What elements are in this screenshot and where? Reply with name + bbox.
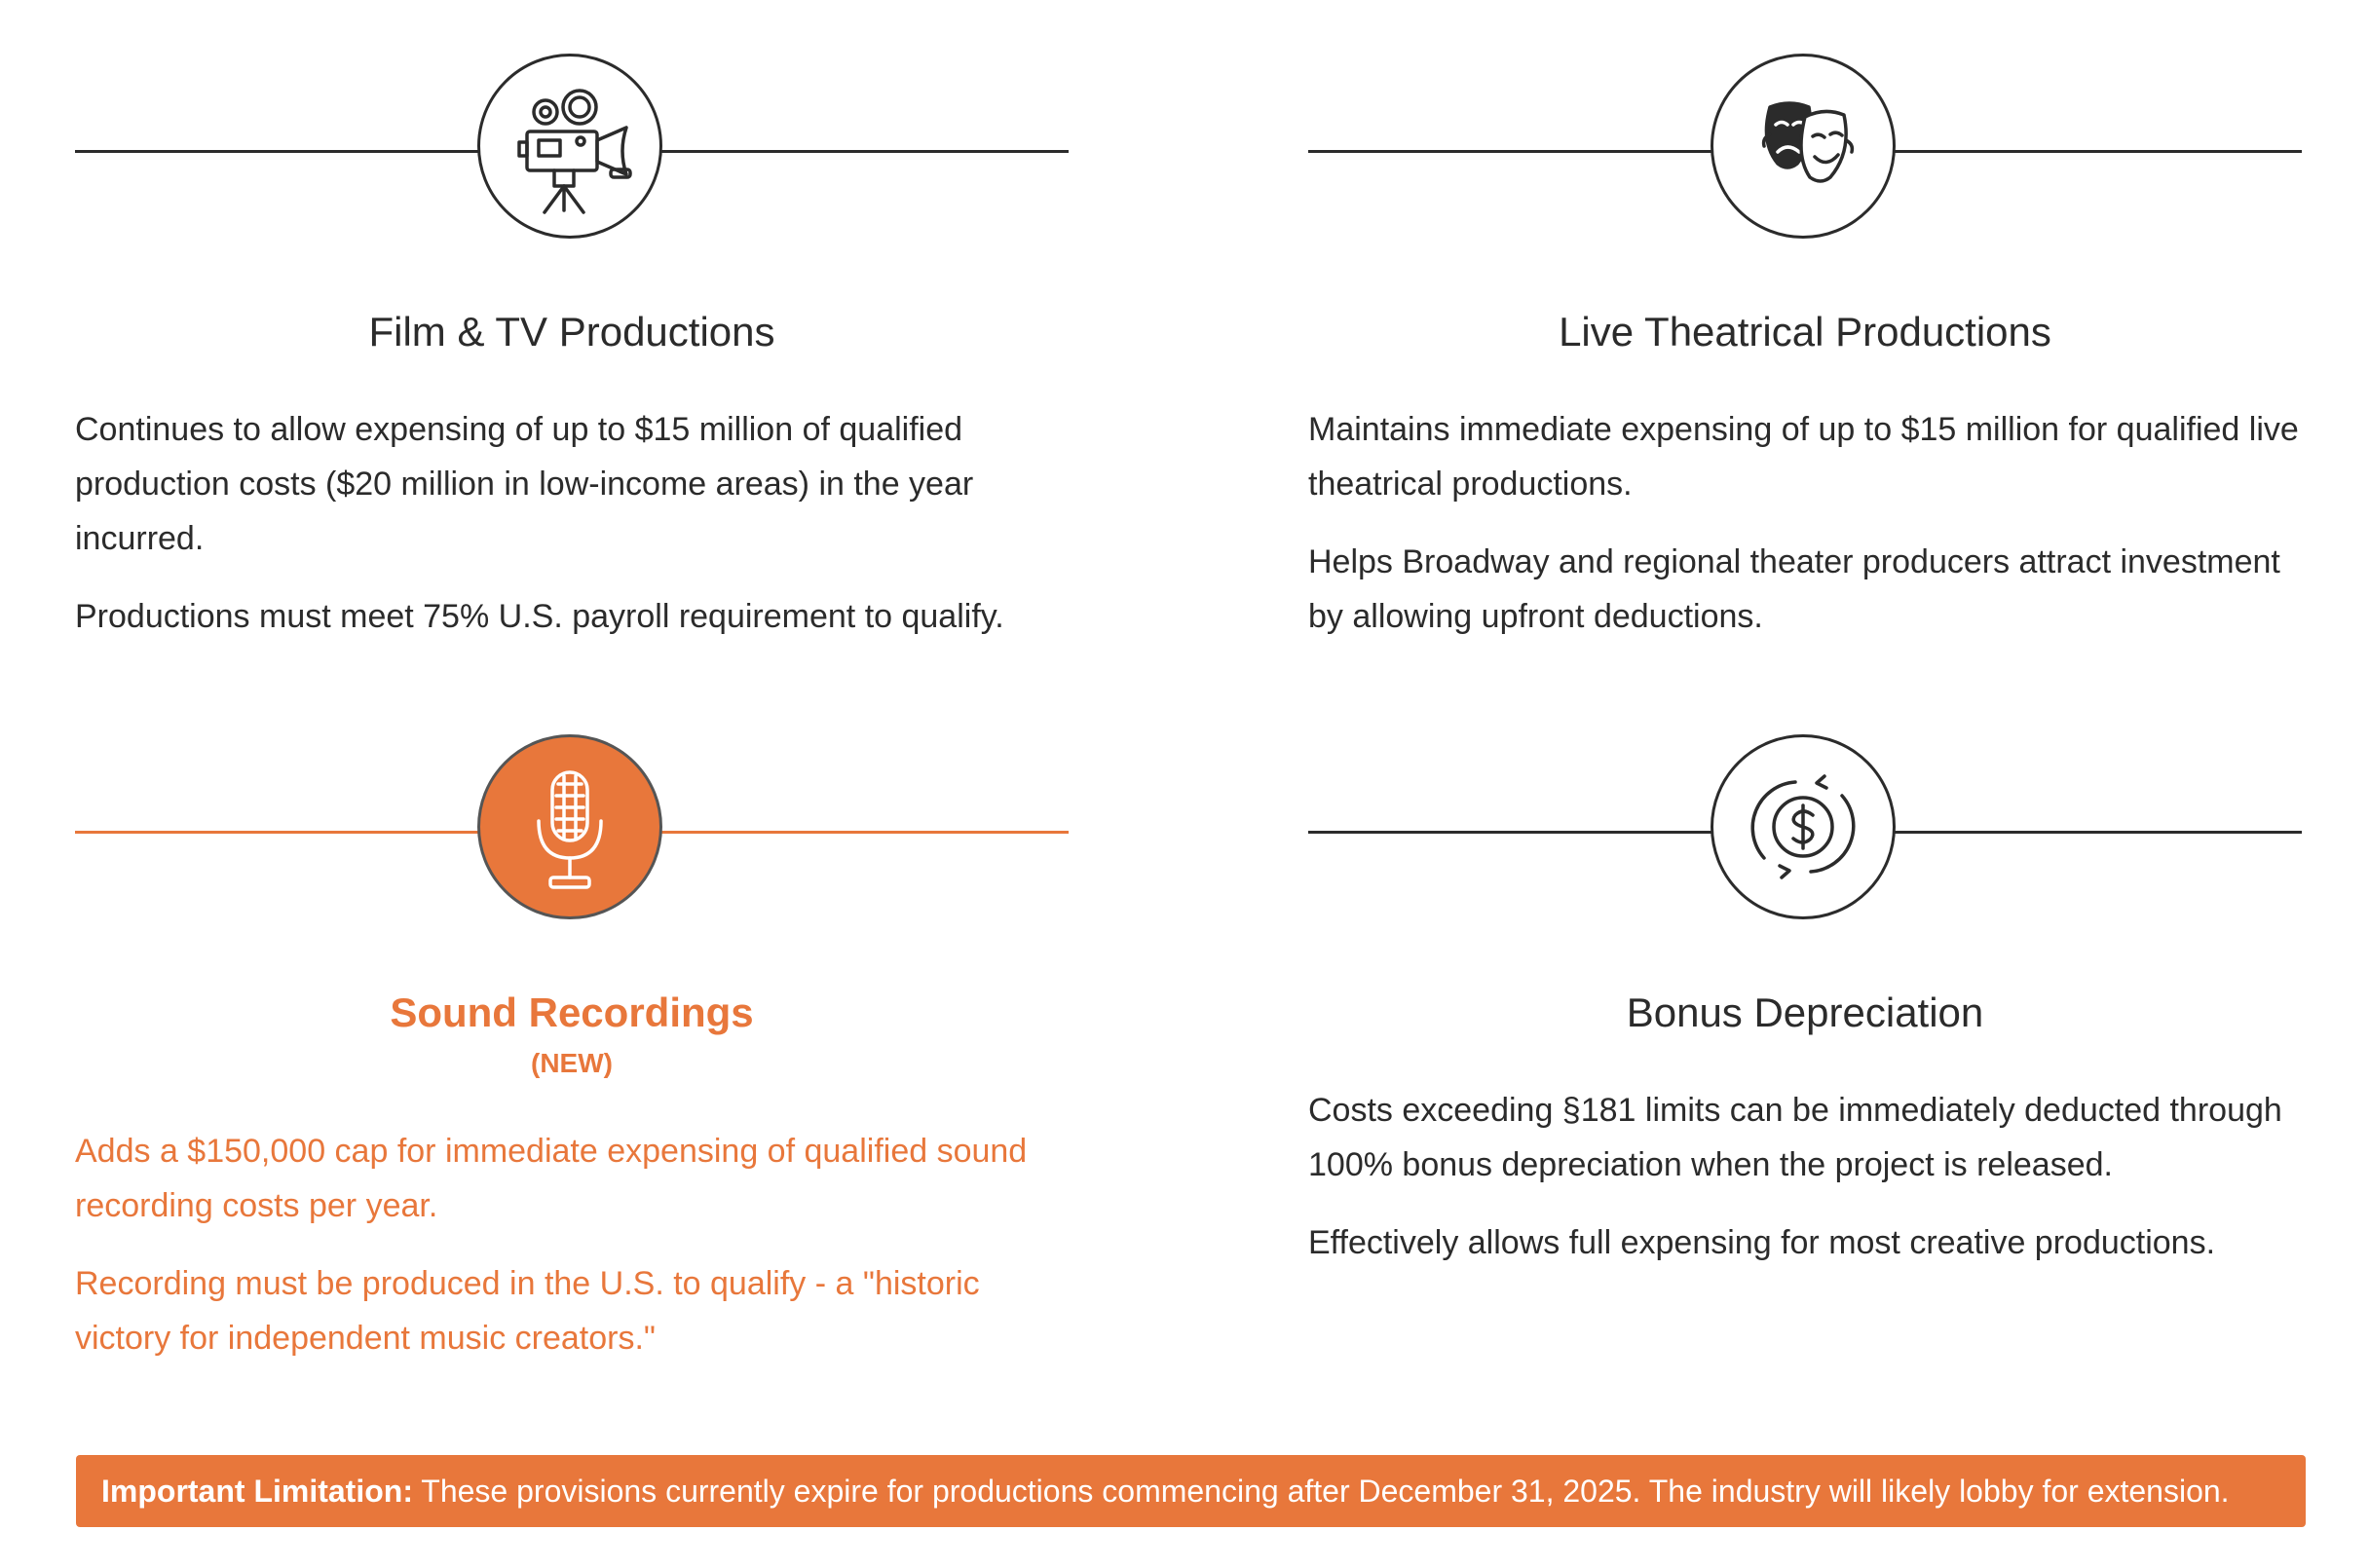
card-paragraph: Recording must be produced in the U.S. to qualify - a "historic victory for independent music creators." bbox=[75, 1265, 980, 1357]
card-title: Live Theatrical Productions bbox=[1559, 309, 2051, 355]
card-icon-row bbox=[1308, 54, 2302, 248]
card-paragraph: Productions must meet 75% U.S. payroll requirement to qualify. bbox=[75, 598, 1004, 635]
icon-circle bbox=[477, 54, 662, 239]
limitation-text: These provisions currently expire for productions commencing after December 31, 2025. The industry will likely lobby for extension. bbox=[412, 1474, 2230, 1509]
card-title: Bonus Depreciation bbox=[1626, 989, 1984, 1035]
card-paragraph: Effectively allows full expensing for most creative productions. bbox=[1308, 1224, 2216, 1261]
card-title: Sound Recordings bbox=[390, 989, 754, 1035]
film-camera-icon bbox=[480, 56, 659, 236]
card-paragraph: Helps Broadway and regional theater producers attract investment by allowing upfront deductions. bbox=[1308, 543, 2280, 635]
bonus-depreciation-card bbox=[1308, 734, 2302, 1270]
icon-circle bbox=[1711, 54, 1896, 239]
card-paragraph: Maintains immediate expensing of up to $15 million for qualified live theatrical productions. bbox=[1308, 411, 2299, 503]
limitation-banner bbox=[76, 1455, 2306, 1527]
card-paragraph: Adds a $150,000 cap for immediate expensing of qualified sound recording costs per year. bbox=[75, 1133, 1028, 1224]
icon-circle bbox=[1711, 734, 1896, 919]
new-badge: (NEW) bbox=[531, 1048, 613, 1078]
card-icon-row bbox=[75, 734, 1069, 929]
card-icon-row bbox=[75, 54, 1069, 248]
card-paragraph: Continues to allow expensing of up to $15 million of qualified production costs ($20 million in low-income areas) in the year incurred. bbox=[75, 411, 974, 557]
microphone-icon bbox=[480, 737, 659, 916]
icon-circle bbox=[477, 734, 662, 919]
card-title: Film & TV Productions bbox=[368, 309, 775, 355]
limitation-label: Important Limitation: bbox=[101, 1474, 413, 1509]
theater-masks-icon bbox=[1713, 56, 1893, 236]
dollar-cycle-icon bbox=[1713, 737, 1893, 916]
sound-recordings-card bbox=[75, 734, 1069, 1365]
card-paragraph: Costs exceeding §181 limits can be immediately deducted through 100% bonus depreciation when the project is released. bbox=[1308, 1092, 2282, 1183]
card-icon-row bbox=[1308, 734, 2302, 929]
film-tv-card bbox=[75, 54, 1069, 644]
live-theatrical-card bbox=[1308, 54, 2302, 644]
